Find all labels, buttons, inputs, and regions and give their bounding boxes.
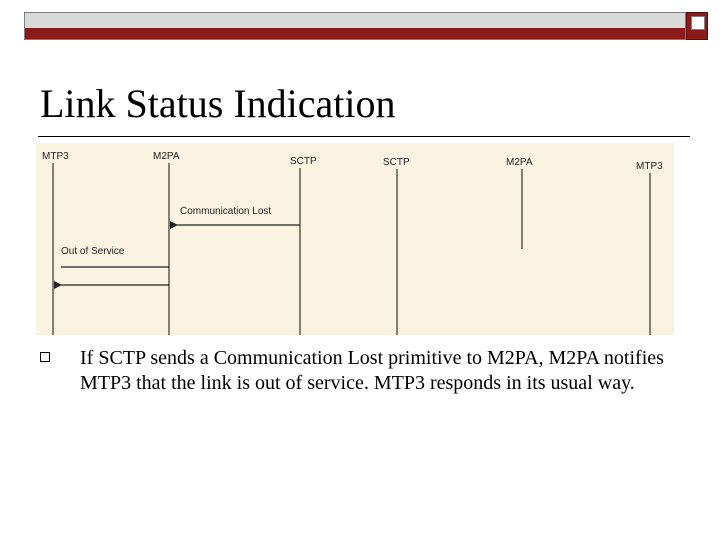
participant-label-mtp3-right: MTP3 <box>636 161 663 172</box>
participant-label-sctp-right: SCTP <box>383 157 410 168</box>
sequence-diagram <box>36 143 674 335</box>
participant-label-m2pa-right: M2PA <box>506 157 533 168</box>
top-corner-square <box>686 12 708 40</box>
bullet-square-icon <box>40 352 50 362</box>
top-decorative-bar <box>24 12 686 40</box>
top-bar-stripe <box>25 28 685 39</box>
sequence-diagram-svg <box>36 143 674 335</box>
message-label-out-of-service: Out of Service <box>61 246 125 257</box>
bullet-text: If SCTP sends a Communication Lost primitive to M2PA, M2PA notifies MTP3 that the link is out of service. MTP3 responds in its usual way. <box>80 347 664 394</box>
participant-label-sctp-left: SCTP <box>290 156 317 167</box>
participant-label-mtp3-left: MTP3 <box>42 151 69 162</box>
title-divider <box>38 136 690 137</box>
top-corner-inner-square <box>691 16 705 30</box>
message-label-communication-lost: Communication Lost <box>180 206 272 217</box>
participant-label-m2pa-left: M2PA <box>153 151 180 162</box>
slide-title: Link Status Indication <box>40 81 396 126</box>
